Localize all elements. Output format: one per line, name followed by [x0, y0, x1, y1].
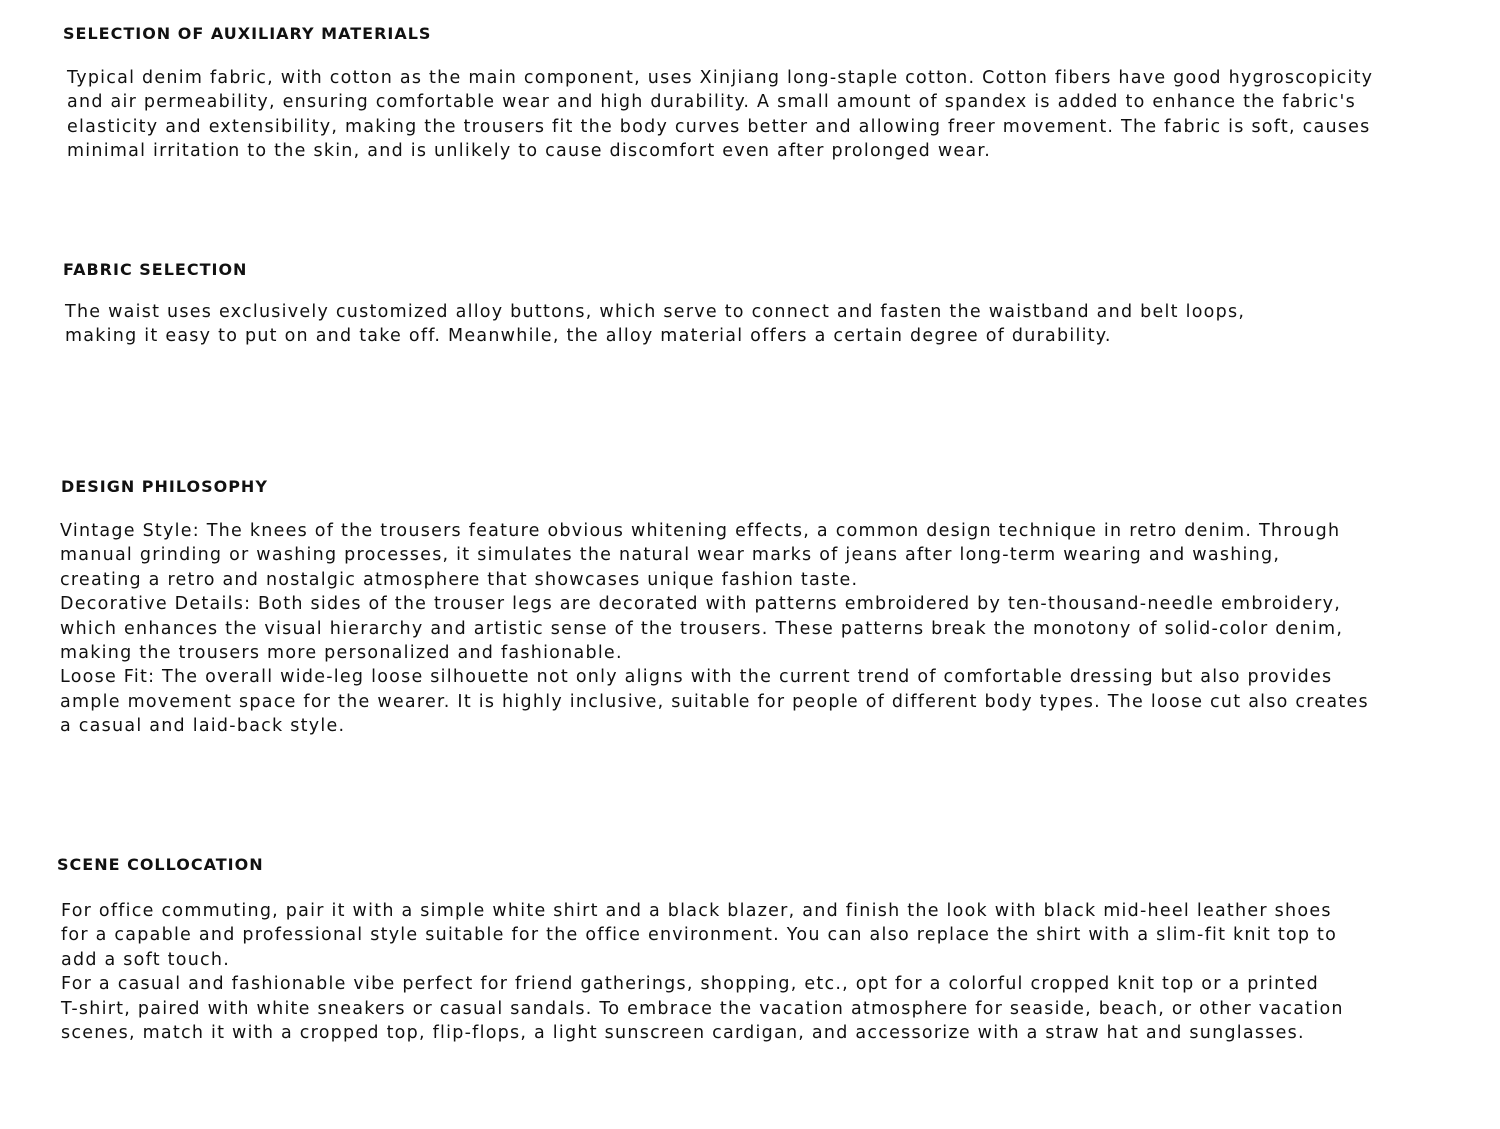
- text-line: Typical denim fabric, with cotton as the main component, uses Xinjiang long-staple cotton. Cotton fibers have good hygroscopicity: [67, 68, 1374, 88]
- section-heading-scene-collocation: SCENE COLLOCATION: [57, 855, 264, 874]
- text-line: ample movement space for the wearer. It is highly inclusive, suitable for people of different body types. The loose cut also creates: [60, 691, 1369, 712]
- text-line: for a capable and professional style suitable for the office environment. You can also replace the shirt with a slim-fit knit top to: [61, 925, 1338, 946]
- text-line: For office commuting, pair it with a simple white shirt and a black blazer, and finish the look with black mid-heel leather shoes: [61, 901, 1332, 921]
- text-line: add a soft touch.: [61, 949, 231, 970]
- text-line: For a casual and fashionable vibe perfect for friend gatherings, shopping, etc., opt for a colorful cropped knit top or a printed: [61, 974, 1319, 995]
- text-line: The waist uses exclusively customized alloy buttons, which serve to connect and fasten the waistband and belt loops,: [65, 302, 1246, 322]
- section-body-design-philosophy: [60, 519, 1369, 739]
- text-line: Loose Fit: The overall wide-leg loose silhouette not only aligns with the current trend of comfortable dressing but also provides: [60, 667, 1333, 688]
- text-line: T-shirt, paired with white sneakers or casual sandals. To embrace the vacation atmosphere for seaside, beach, or other vacation: [61, 998, 1344, 1019]
- text-line: creating a retro and nostalgic atmosphere that showcases unique fashion taste.: [60, 569, 859, 590]
- text-line: manual grinding or washing processes, it simulates the natural wear marks of jeans after long-term wearing and washing,: [60, 545, 1281, 566]
- section-body-fabric-selection: [65, 300, 1245, 349]
- section-heading-design-philosophy: DESIGN PHILOSOPHY: [61, 477, 268, 496]
- section-heading-fabric-selection: FABRIC SELECTION: [63, 260, 248, 279]
- text-line: a casual and laid-back style.: [60, 716, 346, 737]
- text-line: which enhances the visual hierarchy and artistic sense of the trousers. These patterns break the monotony of solid-color denim,: [60, 618, 1344, 639]
- text-line: elasticity and extensibility, making the trousers fit the body curves better and allowing freer movement. The fabric is soft, causes: [67, 116, 1371, 137]
- text-line: and air permeability, ensuring comfortable wear and high durability. A small amount of spandex is added to enhance the fabric's: [67, 92, 1356, 113]
- text-line: Decorative Details: Both sides of the trouser legs are decorated with patterns embroidered by ten-thousand-needle embroidery,: [60, 594, 1342, 615]
- text-line: making it easy to put on and take off. Meanwhile, the alloy material offers a certain degree of durability.: [65, 326, 1112, 347]
- text-line: scenes, match it with a cropped top, flip-flops, a light sunscreen cardigan, and accessorize with a straw hat and sunglasses.: [61, 1023, 1305, 1044]
- text-line: minimal irritation to the skin, and is unlikely to cause discomfort even after prolonged wear.: [67, 141, 992, 162]
- text-line: Vintage Style: The knees of the trousers feature obvious whitening effects, a common design technique in retro denim. Through: [60, 521, 1341, 541]
- section-heading-auxiliary-materials: SELECTION OF AUXILIARY MATERIALS: [63, 24, 432, 43]
- section-body-auxiliary-materials: [67, 66, 1373, 164]
- text-line: making the trousers more personalized and fashionable.: [60, 643, 623, 664]
- section-body-scene-collocation: [61, 899, 1344, 1045]
